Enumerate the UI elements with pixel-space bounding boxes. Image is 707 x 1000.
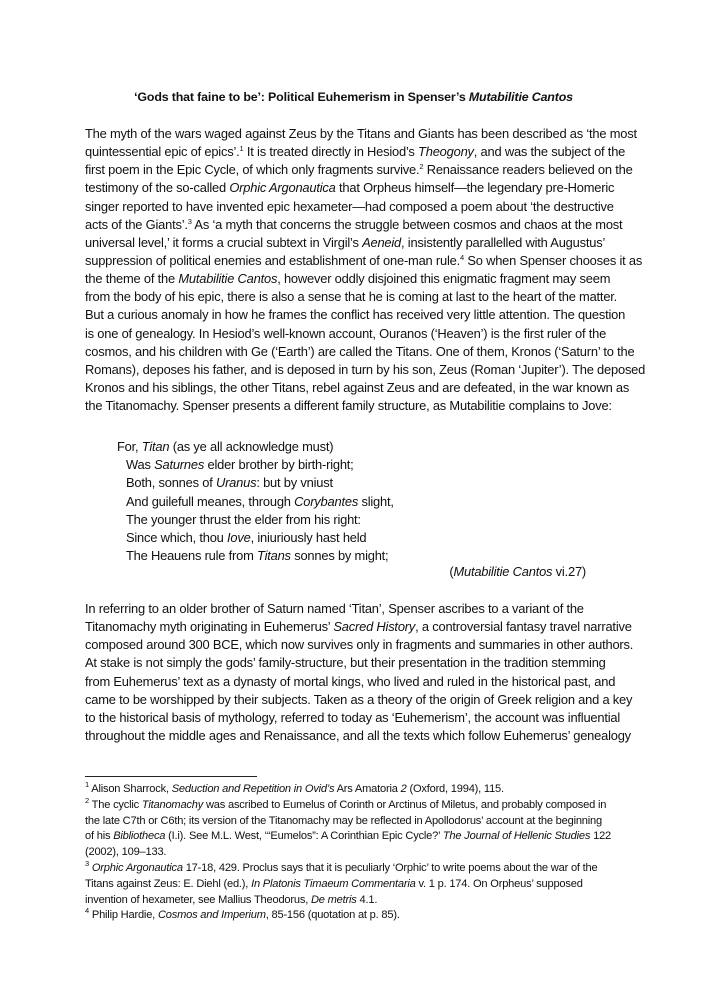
text-run: Alison Sharrock, [88,783,172,795]
text-run: v. 1 p. 174. On Orpheus’ supposed [415,877,583,890]
italic-text: Iove [227,529,251,545]
text-run: (I.i). See M.L. West, ‘“Eumelos”: A Corinthian Epic Cycle?’ [165,830,443,843]
italic-text: Aeneid [362,234,402,250]
text-line [85,216,630,234]
italic-text: Theogony [418,144,474,160]
footnote-marker: 1 [239,144,244,154]
text-line [117,474,394,492]
text-line [85,288,630,306]
text-run: And guilefull meanes, through [126,493,295,509]
text-line [85,877,635,893]
text-line [85,198,630,216]
text-run: , insistently parallelled with Augustus’ [401,234,606,250]
title-italic: Mutabilitie Cantos [468,90,573,104]
italic-text: Orphic Argonautica [91,861,183,874]
text-run: Renaissance readers believed on the [423,162,633,178]
italic-text: Uranus [215,475,257,491]
text-line [85,636,634,654]
text-run: testimony of the so-called [85,180,230,196]
text-run: Kronos and his siblings, the other Titans, rebel against Zeus and are defeated, in the war known as [85,379,630,395]
italic-text: Titan [141,439,170,454]
text-run: the Titanomachy. Spenser presents a different family structure, as Mutabilitie complains to Jove: [85,398,612,414]
text-run: (as ye all acknowledge must) [169,439,334,454]
text-run: vi.27) [552,564,586,579]
text-run: Romans), deposes his father, and is deposed in turn by his son, Zeus (Roman ‘Jupiter’). The deposed [85,361,646,377]
text-run: that Orpheus himself—the legendary pre-Homeric [335,180,615,196]
text-run: is one of genealogy. In Hesiod’s well-known account, Ouranos (‘Heaven’) is the first ruler of the [85,325,607,341]
italic-text: Cosmos and Imperium [157,909,266,922]
text-line [85,234,630,252]
italic-text: In Platonis Timaeum Commentaria [251,877,416,890]
text-line [85,673,630,691]
text-run: For, [117,439,142,454]
footnote-separator [85,776,257,777]
footnote-marker: 2 [85,795,89,805]
footnote-marker: 1 [85,780,89,789]
text-line [85,858,635,877]
text-run: came to be worshipped by their subjects. Taken as a theory of the origin of Greek religion and a key [85,691,633,707]
text-run: , iniuriously hast held [250,529,367,545]
text-line [85,325,630,343]
text-run: of his [85,830,114,843]
text-run: As ‘a myth that concerns the struggle between cosmos and chaos at the most [191,216,623,232]
text-run: composed around 300 BCE, which now survives only in fragments and summaries in other authors. [85,637,634,653]
text-line [85,361,646,379]
page-title [0,90,707,104]
paragraph-1 [85,125,646,415]
footnote-marker: 4 [85,906,89,916]
text-line [85,397,630,415]
text-run: (Oxford, 1994), 115. [406,783,504,795]
text-run: It is treated directly in Hesiod’s [243,144,419,160]
text-run: So when Spenser chooses it as [463,252,643,268]
text-line [117,547,394,565]
text-line [85,252,643,270]
footnote-marker: 4 [459,252,464,262]
text-run: In referring to an older brother of Saturn named ‘Titan’, Spenser ascribes to a variant of the [85,601,584,616]
italic-text: Titanomachy [141,798,204,811]
text-run: The younger thrust the elder from his right: [126,511,361,527]
text-run: Since which, thou [126,529,228,545]
text-run: The cyclic [88,798,142,811]
text-line [85,143,630,161]
text-run: Titans against Zeus: E. Diehl (ed.), [85,877,252,890]
footnote-marker: 2 [419,162,424,172]
text-line [85,343,635,361]
text-run: slight, [358,493,394,509]
italic-text: Orphic Argonautica [229,180,336,196]
text-line [85,600,630,618]
text-run: from the body of his epic, there is also a sense that he is coming at last to the heart of the matter. [85,289,618,305]
text-line [85,654,630,672]
text-run: elder brother by birth-right; [204,457,354,473]
text-run: The myth of the wars waged against Zeus by the Titans and Giants has been described as ‘the most [85,126,637,141]
italic-text: Seduction and Repetition in Ovid’s [171,783,335,795]
footnote-marker: 3 [187,216,192,226]
text-line [85,893,635,909]
text-line [117,493,394,511]
text-run: , and was the subject of the [473,144,626,160]
text-line [85,782,635,798]
text-run: , 85-156 (quotation at p. 85). [265,909,400,922]
italic-text: Titans [257,548,291,564]
text-line [85,161,633,179]
text-run: universal level,’ it forms a crucial subtext in Virgil’s [85,234,363,250]
text-run: 17-18, 429. Proclus says that it is peculiarly ‘Orphic’ to write poems about the war of the [182,861,598,874]
text-run: But a curious anomaly in how he frames the conflict has received very little attention. The question [85,307,626,323]
text-run: the late C7th or C6th; its version of the Titanomachy may be reflected in Apollodorus’ account at the beginning [85,814,602,827]
text-run: singer reported to have invented epic hexameter—had composed a poem about ‘the destructive [85,198,614,214]
text-run: The Heauens rule from [126,548,258,564]
footnotes [85,782,635,924]
italic-text: Sacred History [333,619,416,635]
text-line [85,709,630,727]
text-line [117,529,394,547]
text-line [85,814,635,830]
title-text: ‘Gods that faine to be’: Political Euhemerism in Spenser’s [134,90,469,104]
italic-text: The Journal of Hellenic Studies [442,830,591,843]
text-run: 122 [590,830,612,843]
text-run: quintessential epic of epics’. [85,144,240,160]
text-run: suppression of political enemies and establishment of one-man rule. [85,252,460,268]
text-line [85,795,635,814]
text-run: sonnes by might; [290,548,389,564]
italic-text: Mutabilitie Cantos [453,564,553,579]
italic-text: Mutabilitie Cantos [178,271,278,287]
text-run: from Euhemerus’ text as a dynasty of mortal kings, who lived and ruled in the historical past, and [85,673,616,689]
text-line [85,618,630,636]
text-line [117,511,394,529]
verse-quotation [117,438,394,565]
verse-citation [449,564,586,579]
italic-text: De metris [310,893,357,906]
text-line [85,379,630,397]
text-line [85,306,630,324]
text-run: throughout the middle ages and Renaissance, and all the texts which follow Euhemerus’ genealogy [85,727,631,743]
text-run: ( [449,564,454,579]
text-run: to the historical basis of mythology, referred to today as ‘Euhemerism’, the account was influential [85,709,621,725]
text-run: Was [126,457,155,473]
text-line [85,125,637,143]
text-run: acts of the Giants’. [85,216,188,232]
text-line [85,908,635,924]
text-line [85,270,630,288]
text-run: first poem in the Epic Cycle, of which only fragments survive. [85,162,420,178]
text-line [85,829,635,845]
text-line [85,179,630,197]
italic-text: Saturnes [154,457,205,473]
text-line [85,727,630,745]
italic-text: Bibliotheca [113,830,166,843]
text-run: (2002), 109–133. [85,846,167,859]
text-run: Both, sonnes of [126,475,216,491]
italic-text: Corybantes [294,493,359,509]
text-run: : but by vniust [256,475,333,491]
text-line [117,438,394,456]
text-run: Philip Hardie, [88,909,158,922]
text-run: At stake is not simply the gods’ family-structure, but their presentation in the tradition stemming [85,655,606,671]
text-run: 4.1. [356,893,378,906]
paragraph-2 [85,600,634,745]
text-run: Ars Amatoria [334,783,401,795]
text-run: was ascribed to Eumelus of Corinth or Arctinus of Miletus, and probably composed in [203,798,607,811]
text-run: , a controversial fantasy travel narrative [415,619,632,635]
text-run: invention of hexameter, see Mallius Theodorus, [85,893,311,906]
text-run: cosmos, and his children with Ge (‘Earth’) are called the Titans. One of them, Kronos (‘Saturn’ to the [85,343,635,359]
text-line [85,845,635,861]
text-line [117,456,394,474]
text-run: Titanomachy myth originating in Euhemerus’ [85,619,334,635]
text-run: , however oddly disjoined this enigmatic fragment may seem [277,271,611,287]
text-line [85,691,633,709]
italic-text: 2 [400,783,407,795]
footnote-marker: 3 [85,858,89,868]
text-run: the theme of the [85,271,179,287]
